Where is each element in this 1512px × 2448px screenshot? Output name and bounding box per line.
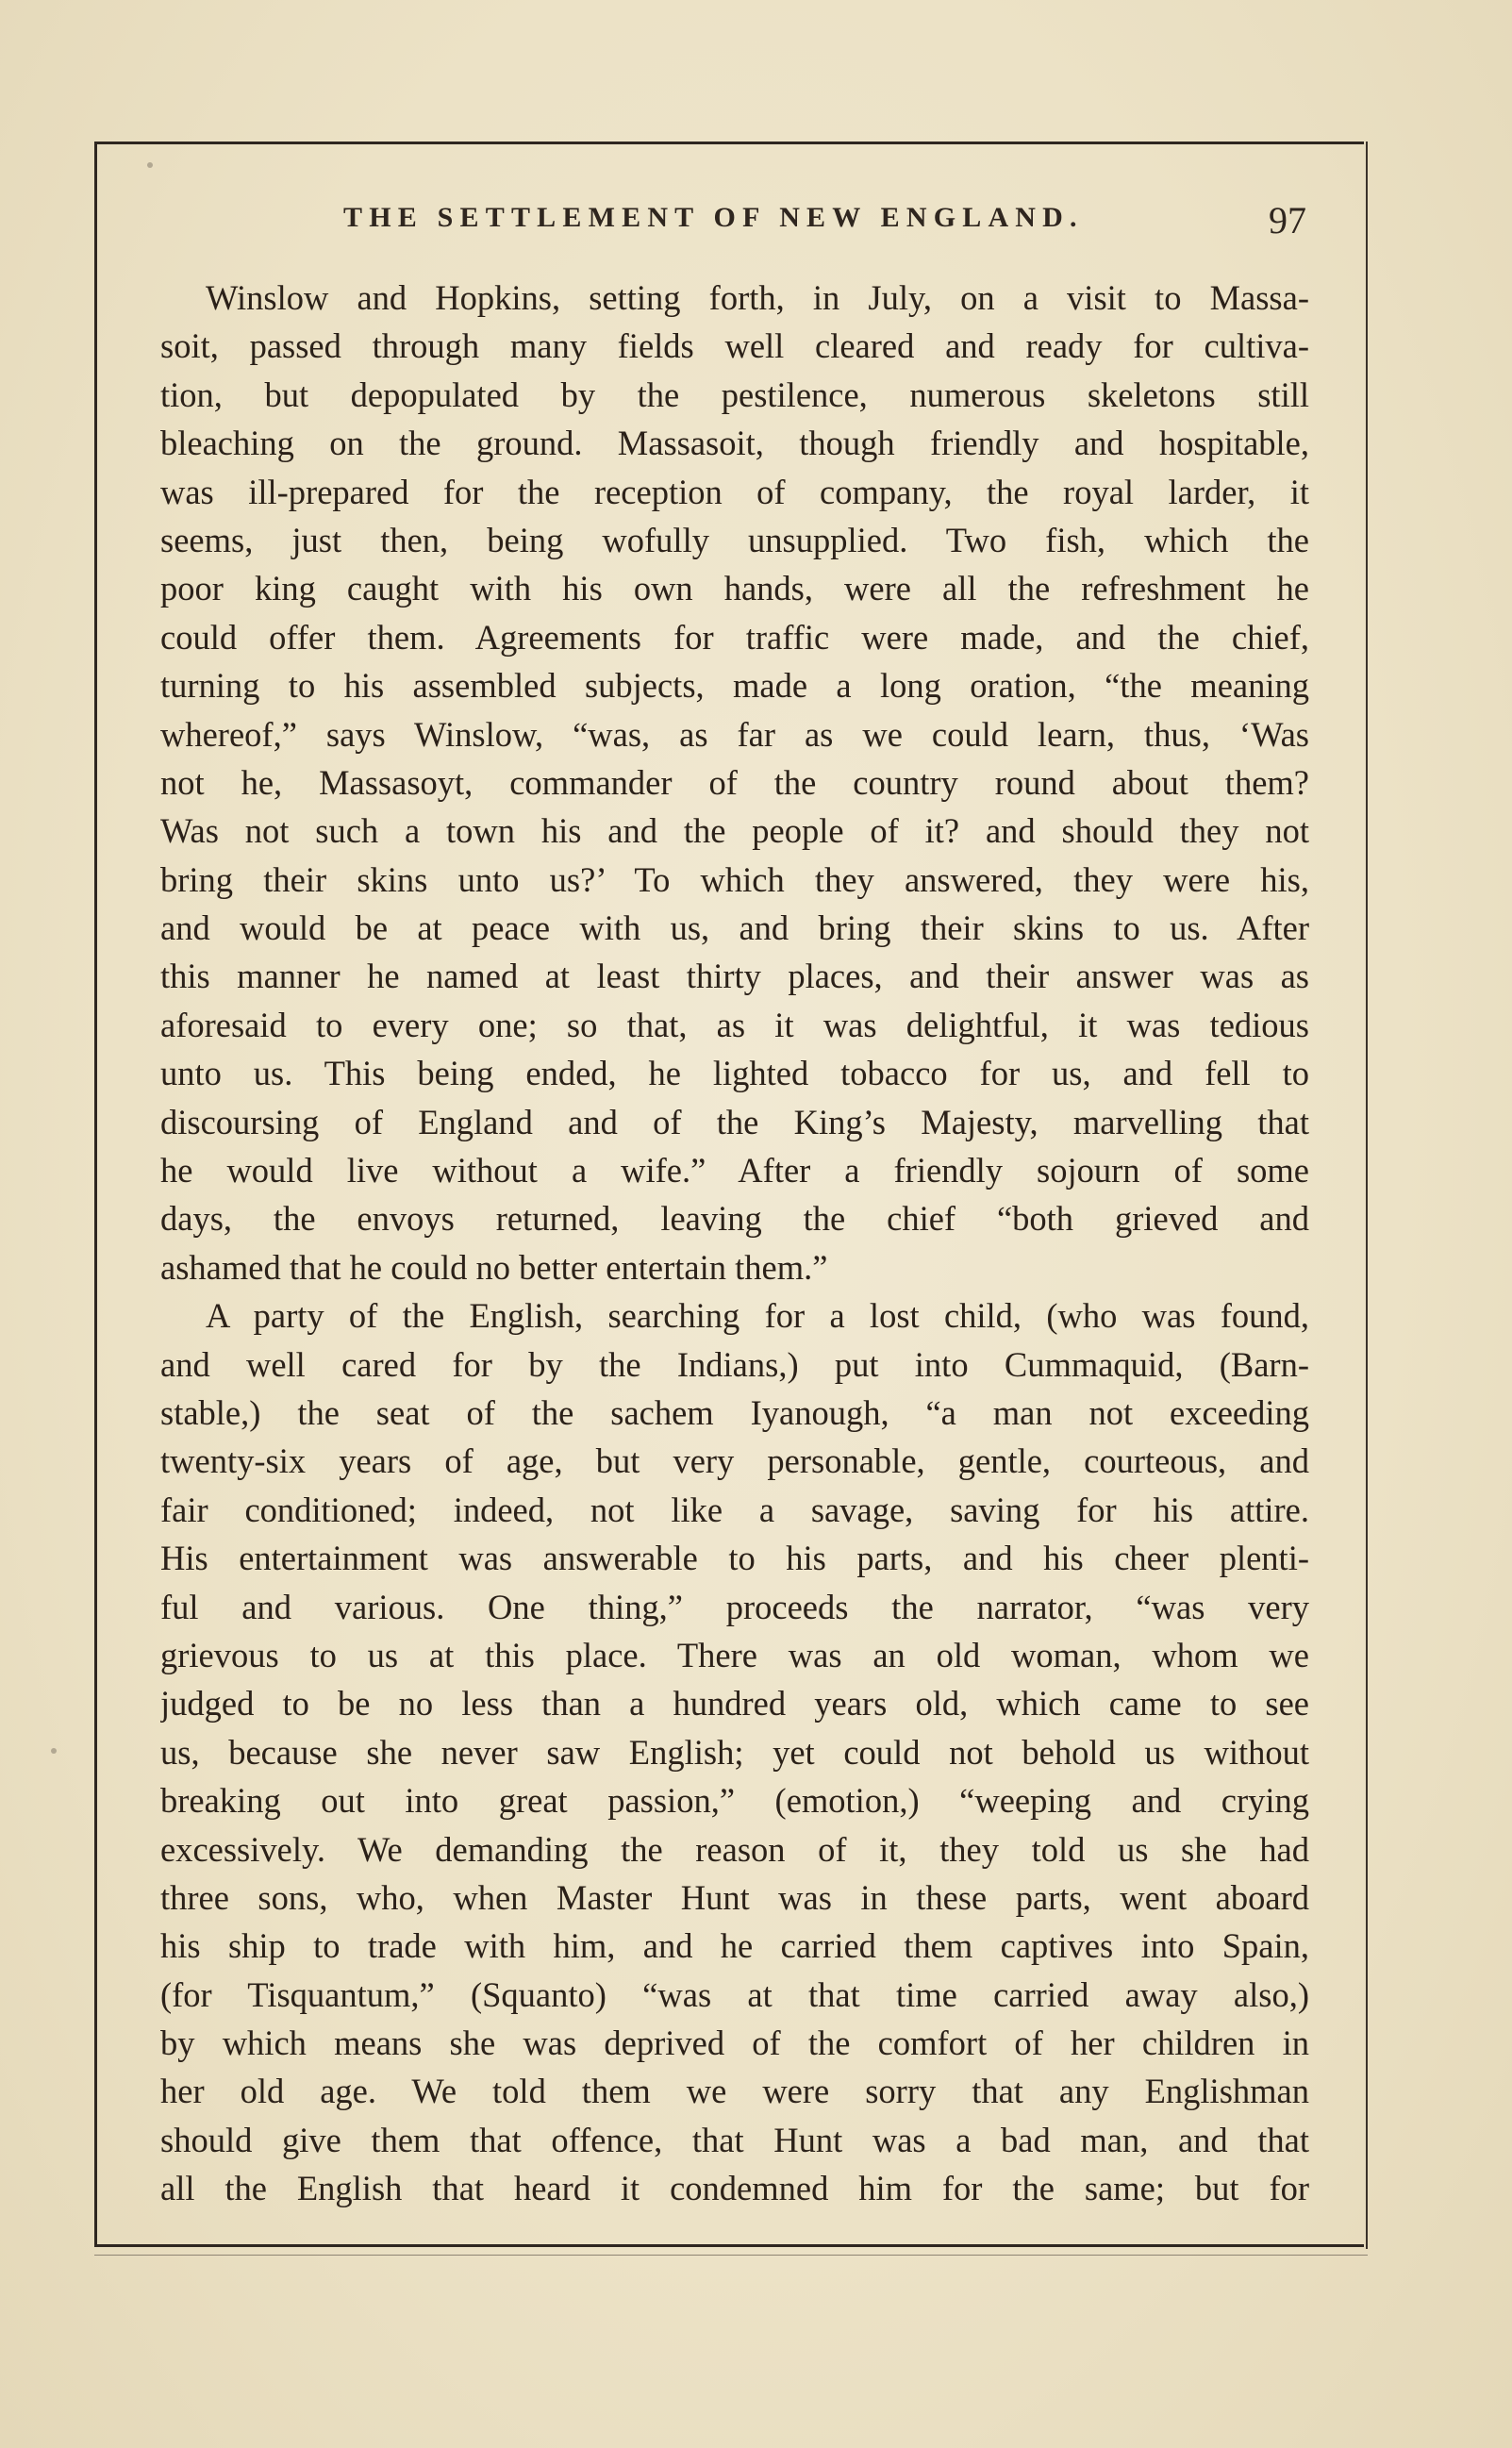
text-line: his ship to trade with him, and he carried them captives into Spain, <box>160 1926 1309 1966</box>
text-line: poor king caught with his own hands, were all the refreshment he <box>160 569 1309 608</box>
text-line: twenty-six years of age, but very personable, gentle, courteous, and <box>160 1441 1309 1481</box>
text-line: bring their skins unto us?’ To which they answered, they were his, <box>160 859 1309 899</box>
text-line: her old age. We told them we were sorry that any Englishman <box>160 2072 1309 2111</box>
text-line: soit, passed through many fields well cleared and ready for cultiva- <box>160 326 1309 366</box>
text-line: aforesaid to every one; so that, as it was delightful, it was tedious <box>160 1005 1309 1044</box>
text-line: was ill-prepared for the reception of company, the royal larder, it <box>160 472 1309 511</box>
text-line: Was not such a town his and the people of it? and should they not <box>160 811 1309 851</box>
page-number: 97 <box>1269 199 1306 241</box>
text-line: ashamed that he could no better entertain them.” <box>160 1247 828 1287</box>
text-line: all the English that heard it condemned him for the same; but for <box>160 2169 1309 2208</box>
text-line: and well cared for by the Indians,) put into Cummaquid, (Barn- <box>160 1344 1309 1384</box>
text-line: unto us. This being ended, he lighted tobacco for us, and fell to <box>160 1054 1309 1093</box>
text-line: fair conditioned; indeed, not like a savage, saving for his attire. <box>160 1490 1309 1529</box>
text-line: days, the envoys returned, leaving the chief “both grieved and <box>160 1199 1309 1239</box>
text-line: (for Tisquantum,” (Squanto) “was at that time carried away also,) <box>160 1974 1309 2014</box>
page-border-right-edge <box>1366 142 1368 2249</box>
paragraph-2 <box>160 1291 1309 2212</box>
text-line: he would live without a wife.” After a friendly sojourn of some <box>160 1151 1309 1191</box>
text-line: ful and various. One thing,” proceeds the narrator, “was very <box>160 1587 1309 1626</box>
running-head <box>160 194 1306 251</box>
text-line: discoursing of England and of the King’s Majesty, marvelling that <box>160 1102 1309 1141</box>
text-line: tion, but depopulated by the pestilence, numerous skeletons still <box>160 375 1309 414</box>
text-line: us, because she never saw English; yet could not behold us without <box>160 1732 1309 1772</box>
text-line: stable,) the seat of the sachem Iyanough, “a man not exceeding <box>160 1392 1309 1432</box>
page-border-bottom-shadow <box>94 2255 1368 2256</box>
text-line: turning to his assembled subjects, made a long oration, “the meaning <box>160 666 1309 706</box>
text-line: three sons, who, when Master Hunt was in these parts, went aboard <box>160 1877 1309 1917</box>
text-line: excessively. We demanding the reason of it, they told us she had <box>160 1829 1309 1869</box>
text-line: judged to be no less than a hundred years old, which came to see <box>160 1684 1309 1724</box>
text-line: not he, Massasoyt, commander of the country round about them? <box>160 762 1309 802</box>
text-line: bleaching on the ground. Massasoit, though friendly and hospitable, <box>160 424 1309 463</box>
body-text <box>160 274 1309 2213</box>
ink-speck <box>51 1748 57 1754</box>
text-line: His entertainment was answerable to his parts, and his cheer plenti- <box>160 1539 1309 1578</box>
text-line: breaking out into great passion,” (emotion,) “weeping and crying <box>160 1781 1309 1821</box>
text-line: should give them that offence, that Hunt was a bad man, and that <box>160 2120 1309 2159</box>
text-line: A party of the English, searching for a lost child, (who was found, <box>206 1296 1309 1336</box>
text-line: by which means she was deprived of the comfort of her children in <box>160 2023 1309 2063</box>
text-line: Winslow and Hopkins, setting forth, in July, on a visit to Massa- <box>206 278 1309 317</box>
text-line: grievous to us at this place. There was an old woman, whom we <box>160 1635 1309 1674</box>
text-line: whereof,” says Winslow, “was, as far as we could learn, thus, ‘Was <box>160 714 1309 754</box>
text-line: and would be at peace with us, and bring their skins to us. After <box>160 908 1309 948</box>
running-head-title: THE SETTLEMENT OF NEW ENGLAND. <box>343 202 1084 233</box>
text-line: could offer them. Agreements for traffic were made, and the chief, <box>160 617 1309 657</box>
text-line: seems, just then, being wofully unsupplied. Two fish, which the <box>160 520 1309 559</box>
paragraph-1 <box>160 274 1309 1291</box>
ink-speck <box>147 162 153 168</box>
text-line: this manner he named at least thirty places, and their answer was as <box>160 957 1309 996</box>
